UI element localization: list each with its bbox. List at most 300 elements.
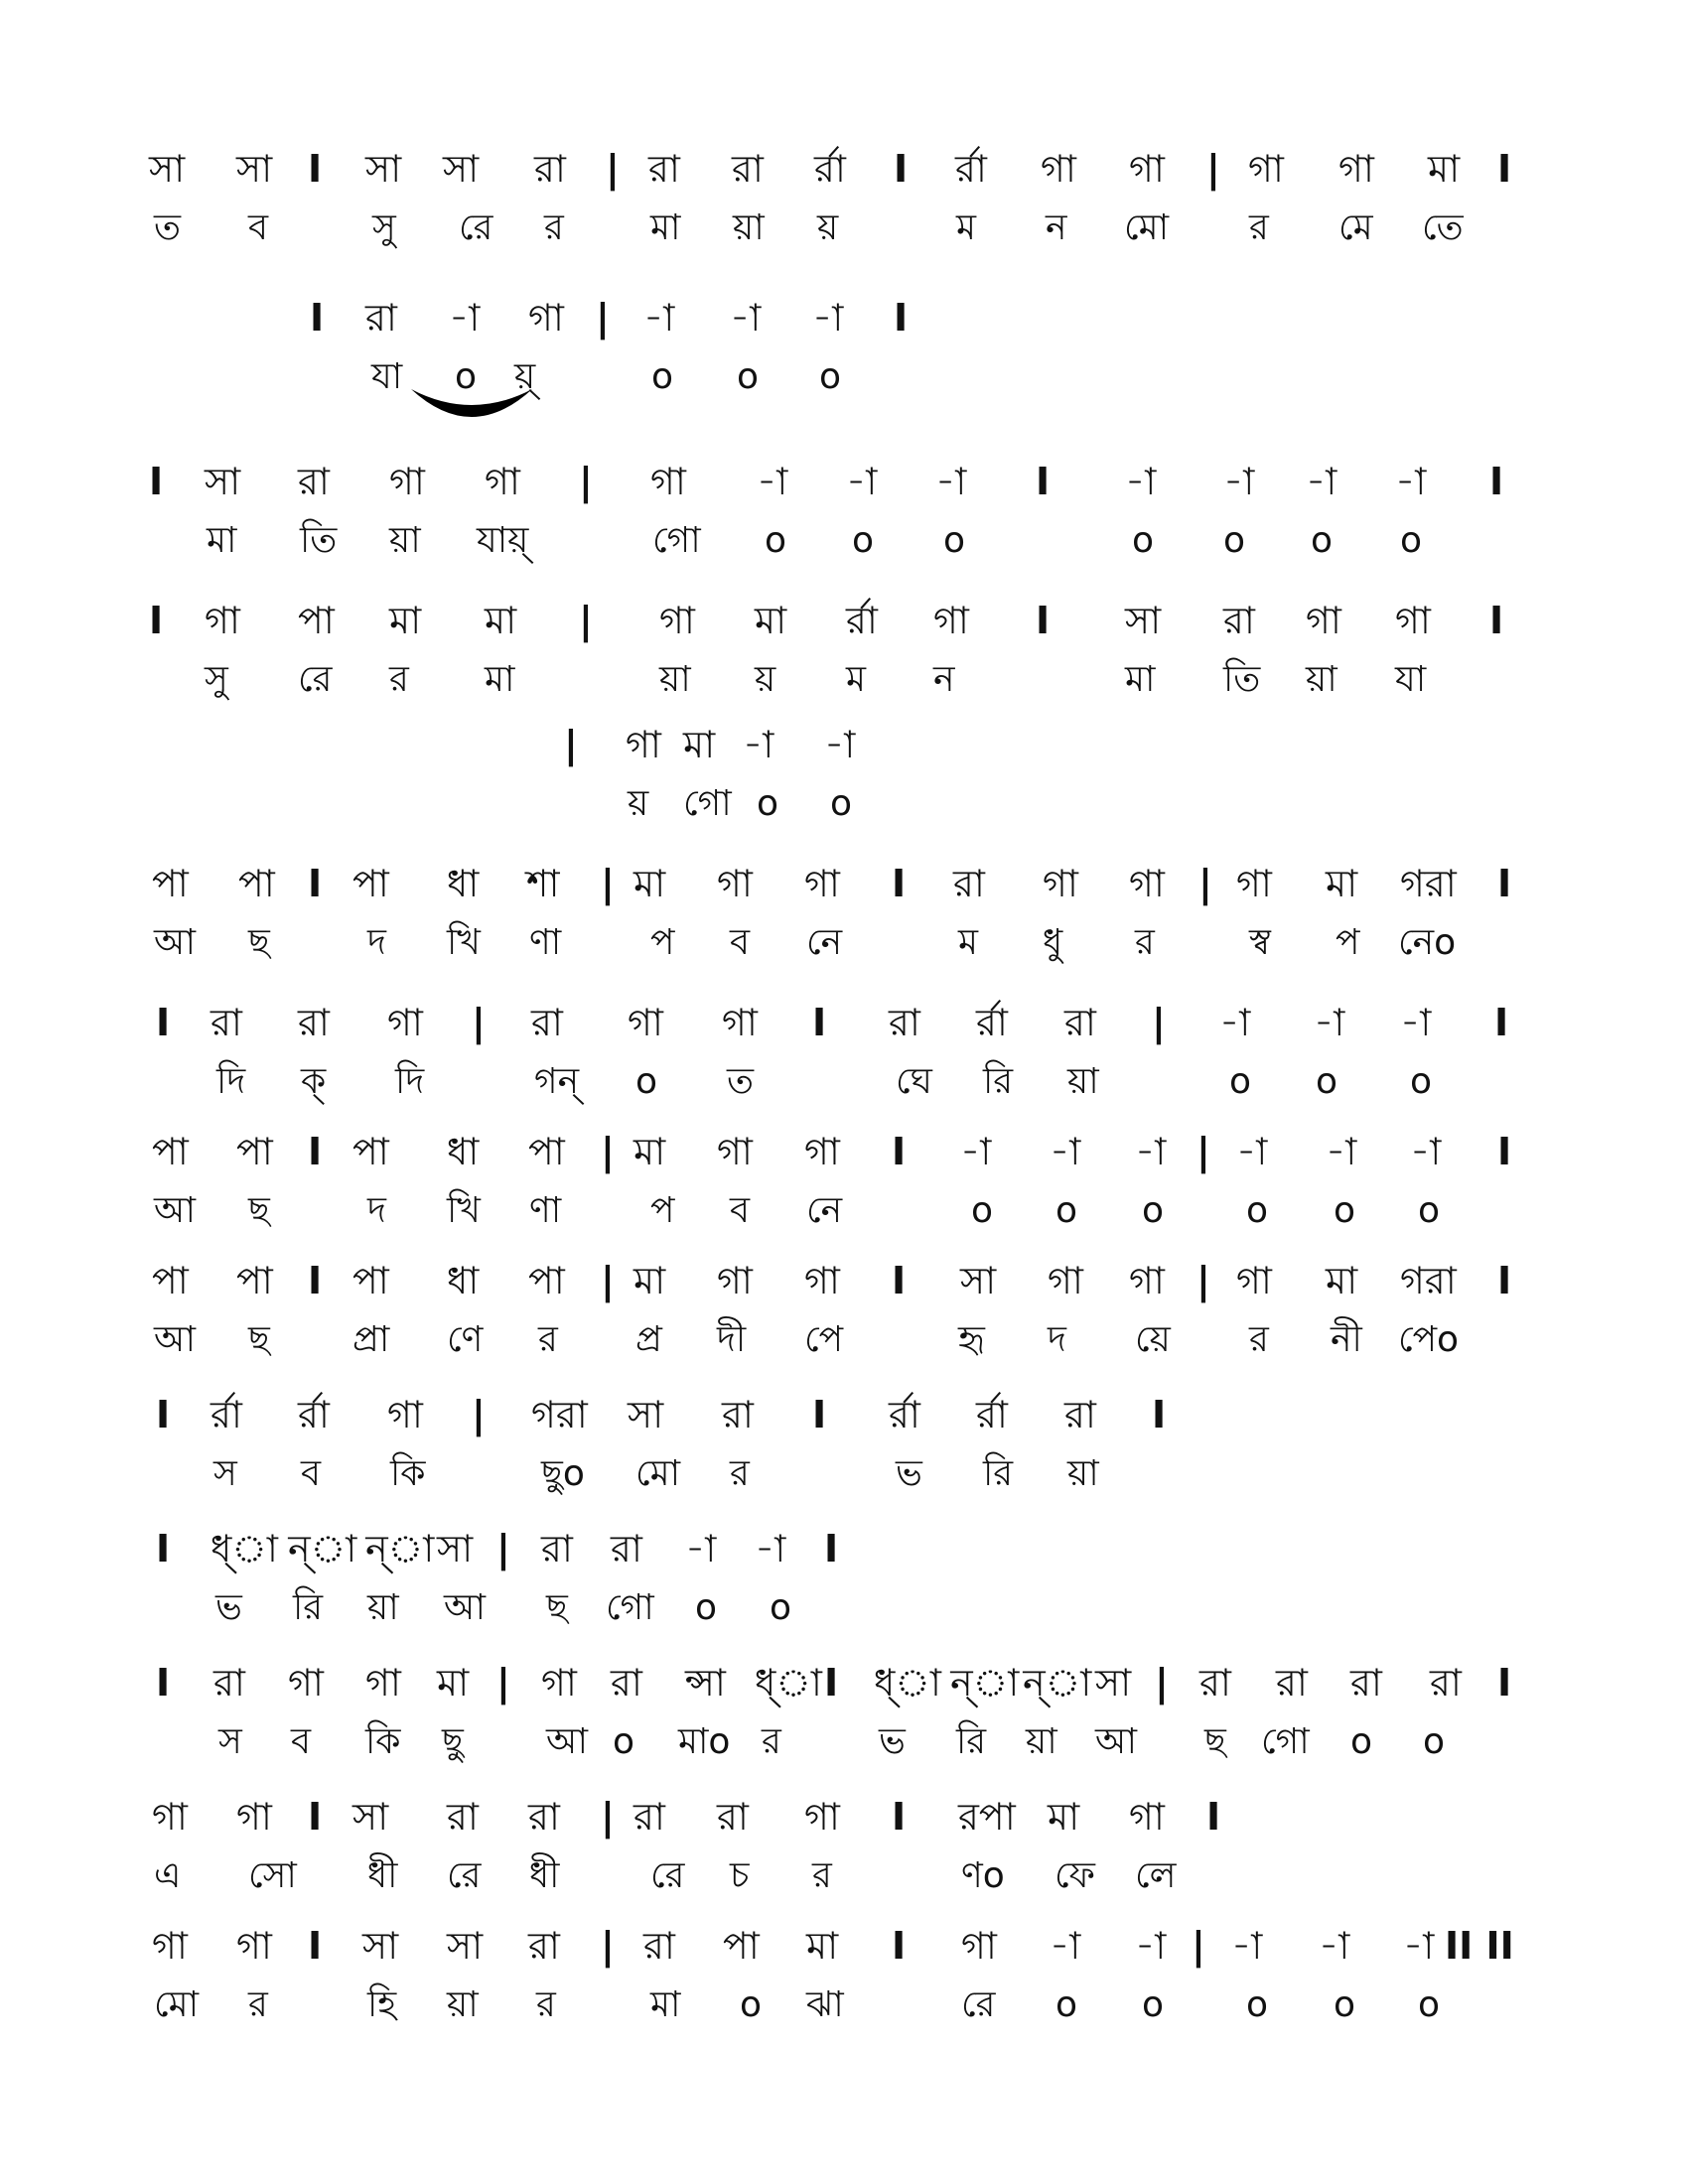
swara-token: র্রা [814,147,846,191]
swara-token: পা [723,1924,760,1968]
lyric-token: পেo [1398,1319,1460,1360]
swara-token: মা [633,1259,666,1302]
swara-token: গা [288,1661,324,1705]
lyric-token: হি [367,1984,397,2025]
barline: | [579,460,593,503]
lyric-token: মা [650,1984,681,2025]
barline: | [579,599,593,642]
notation-line [0,1385,1688,1444]
barline: I [892,1259,907,1302]
lyric-token: মো [635,1453,681,1494]
lyric-token: লে [1135,1855,1177,1896]
lyric-token: o [1410,1061,1433,1102]
lyric-token: o [613,1721,635,1762]
lyric-token: o [1142,1190,1165,1231]
swara-token: ন্সা [685,1661,726,1705]
lyric-line [0,1712,1688,1772]
barline: I [812,1001,827,1044]
lyric-token: প [650,922,675,963]
lyric-token: প [650,1190,675,1231]
lyric-token: রে [298,659,333,700]
lyric-token: রে [459,207,493,248]
swara-token: গা [626,723,661,766]
swara-token: সা [205,460,241,503]
swara-token: মা [633,862,666,905]
barline: | [1155,1661,1169,1705]
swara-token: গা [1306,599,1341,642]
swara-token: মা [485,599,517,642]
swara-token: রা [1064,1393,1096,1436]
lyric-token: গন্ [534,1061,580,1102]
swara-token: গা [1236,862,1272,905]
lyric-token: o [1132,520,1155,561]
swara-token: গরা [1400,1259,1457,1302]
lyric-token: o [1055,1984,1078,2025]
lyric-token: প [1336,922,1360,963]
barline: | [1196,1130,1210,1173]
barline: I [1497,147,1512,191]
lyric-token: য় [817,207,839,248]
swara-token: গা [961,1924,997,1968]
barline: I [1497,1259,1512,1302]
lyric-token: যা [371,356,403,397]
swara-token: -া [1410,1130,1442,1173]
lyric-token: তি [1223,659,1261,700]
barline: I [308,1259,323,1302]
lyric-token: ম [958,922,978,963]
swara-token: রা [732,147,764,191]
swara-token: -া [643,296,675,340]
lyric-token: ব [248,207,269,248]
swara-token: -া [685,1527,717,1570]
swara-token: পা [352,862,389,905]
lyric-token: ভ [215,1587,242,1628]
swara-token: -া [1219,1001,1251,1044]
lyric-token: ফে [1055,1855,1095,1896]
notation-line [0,715,1688,774]
barline: I [149,599,164,642]
notation-line [0,288,1688,347]
lyric-token: ব [730,922,751,963]
barline: | [606,147,620,191]
lyric-line [0,1444,1688,1504]
lyric-token: মা [1125,659,1156,700]
lyric-token: ছু [442,1721,464,1762]
barline: I [156,1001,171,1044]
lyric-token: ণা [529,922,562,963]
barline: I [156,1661,171,1705]
lyric-token: গো [652,520,701,561]
notation-line [0,591,1688,650]
barline: I [892,1795,907,1839]
barline: | [472,1001,486,1044]
lyric-line [0,1052,1688,1112]
swara-token: রা [722,1393,754,1436]
lyric-token: o [1423,1721,1446,1762]
barline: I [1036,460,1051,503]
lyric-token: o [1229,1061,1252,1102]
lyric-token: য়া [659,659,691,700]
lyric-token: র [389,659,409,700]
swara-token: -া [1135,1924,1167,1968]
swara-token: সা [628,1393,664,1436]
lyric-token: ন [933,659,955,700]
lyric-token: o [1334,1984,1356,2025]
lyric-token: য়া [447,1984,479,2025]
lyric-token: গো [683,783,732,824]
swara-token: গা [1129,862,1165,905]
lyric-token: নে [806,1190,843,1231]
lyric-token: ব [291,1721,312,1762]
lyric-token: র [1135,922,1155,963]
lyric-token: ভ [879,1721,906,1762]
lyric-token: প্র [635,1319,662,1360]
swara-token: -া [846,460,878,503]
lyric-token: খি [447,922,481,963]
barline: I [894,296,909,340]
swara-token: -া [1400,1001,1432,1044]
swara-token: মা [389,599,422,642]
swara-token: গা [722,1001,758,1044]
lyric-token: যা [1395,659,1427,700]
lyric-token: ছ [248,1319,270,1360]
swara-token: রা [953,862,985,905]
swara-token: ধ্া [874,1661,941,1705]
swara-token: মা [755,599,787,642]
swara-token: র্রা [889,1393,920,1436]
lyric-token: ঘে [896,1061,932,1102]
lyric-line [0,1181,1688,1241]
barline: I [308,1130,323,1173]
barline: | [601,1130,615,1173]
swara-token: -া [1231,1924,1263,1968]
lyric-token: ণo [961,1855,1005,1896]
lyric-token: পে [804,1319,844,1360]
swara-token: রা [611,1661,642,1705]
swara-token: গা [804,1259,840,1302]
lyric-token: র [544,207,564,248]
swara-token: সা [1125,599,1162,642]
lyric-token: আ [1095,1721,1137,1762]
swara-token: মা [437,1661,470,1705]
barline: I [1152,1393,1167,1436]
lyric-token: o [943,520,966,561]
lyric-line [0,1310,1688,1370]
lyric-token: প্রা [352,1319,390,1360]
lyric-token: যায়্ [477,520,529,561]
lyric-token: ব [301,1453,322,1494]
lyric-token: নে [806,922,843,963]
lyric-token: মো [1124,207,1170,248]
swara-token: -া [1236,1130,1268,1173]
lyric-token: দ [1048,1319,1066,1360]
swara-token: শা [526,862,560,905]
lyric-line [0,774,1688,834]
notation-line [0,854,1688,913]
barline: I [1494,1001,1509,1044]
barline: | [496,1527,510,1570]
notation-line [0,139,1688,199]
swara-token: গা [1041,147,1076,191]
swara-token: গা [1129,1795,1165,1839]
lyric-token: র [812,1855,832,1896]
lyric-token: o [1311,520,1334,561]
lyric-token: ছ [248,1190,270,1231]
swara-token: গা [1129,1259,1165,1302]
lyric-token: o [830,783,853,824]
lyric-token: ছ [248,922,270,963]
swara-token: গা [485,460,520,503]
lyric-token: o [1055,1190,1078,1231]
swara-token: রা [447,1795,479,1839]
swara-token: মা [1048,1795,1080,1839]
swara-token: গা [717,1130,753,1173]
lyric-line [0,347,1688,407]
swara-token: রা [298,460,330,503]
notation-line [0,1122,1688,1181]
lyric-token: দী [717,1319,747,1360]
swara-token: মা [806,1924,839,1968]
swara-token: গরা [531,1393,588,1436]
lyric-token: স [218,1721,242,1762]
lyric-token: গো [1261,1721,1310,1762]
swara-token: গা [1129,147,1165,191]
lyric-token: রি [983,1453,1014,1494]
barline: | [601,1259,615,1302]
lyric-token: দি [216,1061,246,1102]
swara-token: -া [824,723,856,766]
barline: | [564,723,578,766]
lyric-token: রে [650,1855,685,1896]
swara-token: -া [935,460,967,503]
lyric-token: য়্ [514,356,536,397]
lyric-token: o [1418,1190,1441,1231]
lyric-token: ক্ [301,1061,327,1102]
swara-token: ধ্া [211,1527,278,1570]
swara-token: সা [437,1527,474,1570]
swara-token: গা [933,599,969,642]
swara-token: -া [1319,1924,1350,1968]
swara-token: পা [152,862,189,905]
barline: I [824,1527,839,1570]
lyric-line [0,650,1688,710]
swara-token: ন্া [950,1661,1020,1705]
barline: I [149,460,164,503]
swara-token: গা [659,599,695,642]
barline: I [892,1924,907,1968]
swara-token: রা [643,1924,675,1968]
barline: I [892,1130,907,1173]
swara-token: পা [238,862,275,905]
swara-token: সা [1095,1661,1132,1705]
swara-token: রা [298,1001,330,1044]
notation-line [0,1916,1688,1976]
notation-line [0,1251,1688,1310]
lyric-token: তে [1422,207,1464,248]
swara-token: গা [717,862,753,905]
lyric-token: কি [365,1721,401,1762]
lyric-token: মা [650,207,681,248]
barline: | [1192,1924,1205,1968]
lyric-token: দ [367,1190,386,1231]
lyric-token: দ [367,922,386,963]
swara-token: গা [389,460,425,503]
swara-token: পা [152,1259,189,1302]
barline: I [1489,599,1504,642]
swara-token: -া [1135,1130,1167,1173]
lyric-token: সু [205,659,228,700]
lyric-token: সো [248,1855,297,1896]
swara-token: ধ্া [755,1661,822,1705]
barline: | [496,1661,510,1705]
swara-token: রা [1064,1001,1096,1044]
swara-token: -া [1050,1130,1081,1173]
swara-token: -া [449,296,481,340]
lyric-token: ধী [367,1855,398,1896]
lyric-token: o [1400,520,1423,561]
swara-token: গা [387,1001,423,1044]
swara-token: মা [633,1130,666,1173]
lyric-token: ছ [1204,1721,1226,1762]
swara-token: র্রা [846,599,878,642]
lyric-token: o [852,520,875,561]
swara-token: রপা [958,1795,1016,1839]
lyric-line [0,1846,1688,1906]
swara-token: র্রা [298,1393,330,1436]
swara-token: রা [648,147,680,191]
lyric-token: তি [300,520,338,561]
barline: I [1206,1795,1221,1839]
barline: I [308,1795,323,1839]
swara-token: -া [1223,460,1255,503]
swara-token: রা [534,147,566,191]
lyric-token: o [740,1984,763,2025]
swara-token: গা [205,599,240,642]
swara-token: পা [236,1259,273,1302]
swara-token: গা [804,1130,840,1173]
swara-token: গা [804,1795,840,1839]
lyric-token: o [971,1190,994,1231]
lyric-token: ন [1046,207,1067,248]
swara-token: মা [683,723,716,766]
swara-token: -া [1326,1130,1357,1173]
swara-token: রা [889,1001,920,1044]
swara-token: রা [1350,1661,1382,1705]
swara-token: গা [528,296,564,340]
swara-token: গা [236,1924,272,1968]
lyric-token: ধী [529,1855,560,1896]
lyric-token: য়া [1067,1453,1099,1494]
barline: I [1489,460,1504,503]
lyric-line [0,1578,1688,1638]
barline: I [1497,1661,1512,1705]
lyric-token: হৃ [958,1319,985,1360]
lyric-token: ম [956,207,976,248]
swara-token: রা [611,1527,642,1570]
lyric-token: য়া [1306,659,1337,700]
swara-token: রা [365,296,397,340]
barline: I [894,147,909,191]
barline: I [308,862,323,905]
lyric-token: র [730,1453,750,1494]
lyric-token: আ [154,922,196,963]
swara-token: সা [362,1924,399,1968]
swara-token: -া [743,723,774,766]
swara-token: -া [730,296,762,340]
lyric-token: স [213,1453,237,1494]
swara-token: রা [213,1661,245,1705]
swara-token: রা [1199,1661,1231,1705]
barline: | [1198,862,1212,905]
swara-token: গা [387,1393,423,1436]
lyric-token: o [695,1587,718,1628]
barline: | [1206,147,1220,191]
swara-token: গা [1338,147,1374,191]
swara-token: পা [352,1130,389,1173]
lyric-token: o [1223,520,1246,561]
swara-token: -া [1403,1924,1435,1968]
swara-token: -া [812,296,844,340]
lyric-line [0,913,1688,973]
swara-token: গা [1395,599,1431,642]
lyric-token: য় [755,659,776,700]
lyric-token: ছুo [541,1453,585,1494]
lyric-token: য়া [1026,1721,1057,1762]
lyric-token: o [765,520,787,561]
swara-token: গা [1048,1259,1083,1302]
notation-line [0,452,1688,511]
lyric-token: রি [956,1721,987,1762]
swara-token: রা [1430,1661,1462,1705]
lyric-token: o [1142,1984,1165,2025]
lyric-token: ণে [447,1319,484,1360]
swara-token: গা [236,1795,272,1839]
barline: | [1152,1001,1166,1044]
swara-token: রা [717,1795,749,1839]
swara-token: -া [1395,460,1427,503]
swara-token: গা [152,1795,188,1839]
swara-token: র্রা [955,147,987,191]
barline: I [308,147,323,191]
lyric-token: o [737,356,760,397]
swara-token: রা [528,1924,560,1968]
swara-token: গা [628,1001,663,1044]
lyric-token: র [536,1984,556,2025]
swara-token: -া [1306,460,1337,503]
swara-token: রা [211,1001,242,1044]
swara-token: রা [541,1527,573,1570]
swara-token: গা [650,460,686,503]
swara-token: পা [528,1130,565,1173]
barline: I [156,1393,171,1436]
swara-token: র্রা [211,1393,242,1436]
lyric-token: আ [154,1319,196,1360]
lyric-token: ণা [529,1190,562,1231]
lyric-token: আ [444,1587,486,1628]
swara-token: পা [152,1130,189,1173]
lyric-token: রে [447,1855,482,1896]
lyric-line [0,511,1688,571]
lyric-token: o [1334,1190,1356,1231]
lyric-token: সু [372,207,396,248]
lyric-token: ব [730,1190,751,1231]
barline: | [601,1795,615,1839]
lyric-token: ত [727,1061,755,1102]
swara-token: র্রা [976,1393,1008,1436]
lyric-token: চ [730,1855,750,1896]
lyric-token: স্ব [1249,922,1271,963]
swara-token: সা [443,147,480,191]
